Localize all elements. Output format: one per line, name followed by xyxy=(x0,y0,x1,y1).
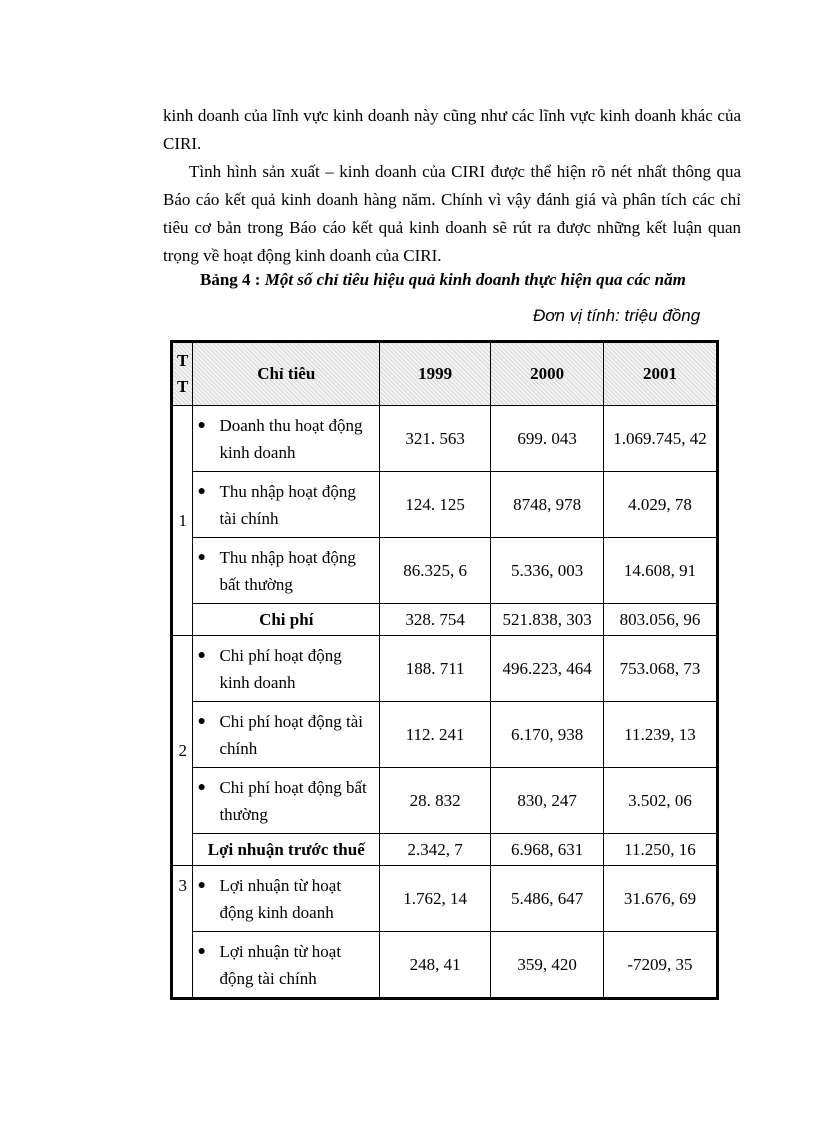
indicators-table xyxy=(170,340,719,1000)
intro-paragraph: Tình hình sản xuất – kinh doanh của CIRI được thể hiện rõ nét nhất thông qua Báo cáo kết quả kinh doanh hàng năm. Chính vì vậy đánh giá và phân tích các chỉ tiêu cơ bản trong Báo cáo kết quả kinh doanh sẽ rút ra được những kết luận quan trọng về hoạt động kinh doanh của CIRI. xyxy=(163,162,741,265)
indicator-name-bold: Lợi nhuận trước thuế xyxy=(193,834,380,866)
table-row xyxy=(172,702,718,768)
value-2001: 31.676, 69 xyxy=(603,866,717,932)
value-1999: 124. 125 xyxy=(380,472,491,538)
group-number: 2 xyxy=(172,636,193,866)
value-2000: 8748, 978 xyxy=(491,472,604,538)
indicator-cell xyxy=(193,702,380,768)
bullet-icon: ● xyxy=(197,483,206,499)
table-row xyxy=(172,636,718,702)
table-caption-title: Một số chỉ tiêu hiệu quả kinh doanh thực hiện qua các năm xyxy=(264,270,686,289)
header-2001: 2001 xyxy=(603,342,717,406)
table-caption-label: Bảng 4 xyxy=(200,270,251,289)
header-tt-line2: T xyxy=(177,377,189,396)
indicator-cell xyxy=(193,932,380,999)
table-header-row xyxy=(172,342,718,406)
table-row xyxy=(172,472,718,538)
table-row xyxy=(172,932,718,999)
table-caption xyxy=(200,270,686,290)
intro-paragraph-continuation: kinh doanh của lĩnh vực kinh doanh này cũng như các lĩnh vực kinh doanh khác của CIRI. xyxy=(163,106,741,153)
bullet-icon: ● xyxy=(197,417,206,433)
bullet-icon: ● xyxy=(197,549,206,565)
indicator-cell xyxy=(193,636,380,702)
value-2001: 803.056, 96 xyxy=(603,604,717,636)
table-row-subtotal xyxy=(172,834,718,866)
table-row-subtotal xyxy=(172,604,718,636)
value-2001: -7209, 35 xyxy=(603,932,717,999)
indicator-cell xyxy=(193,472,380,538)
table-row xyxy=(172,768,718,834)
value-2000: 521.838, 303 xyxy=(491,604,604,636)
group-number: 1 xyxy=(172,406,193,636)
value-1999: 86.325, 6 xyxy=(380,538,491,604)
group-number: 3 xyxy=(172,866,193,999)
header-2000: 2000 xyxy=(491,342,604,406)
bullet-icon: ● xyxy=(197,779,206,795)
indicator-name: Thu nhập hoạt động bất thường xyxy=(219,547,356,594)
indicator-name-bold: Chi phí xyxy=(193,604,380,636)
header-indicator: Chỉ tiêu xyxy=(193,342,380,406)
bullet-icon: ● xyxy=(197,943,206,959)
value-2000: 359, 420 xyxy=(491,932,604,999)
value-2000: 6.170, 938 xyxy=(491,702,604,768)
table-row xyxy=(172,406,718,472)
value-1999: 248, 41 xyxy=(380,932,491,999)
value-1999: 112. 241 xyxy=(380,702,491,768)
indicator-name: Chi phí hoạt động kinh doanh xyxy=(219,645,342,692)
indicator-cell xyxy=(193,768,380,834)
bullet-icon: ● xyxy=(197,647,206,663)
indicator-name: Lợi nhuận từ hoạt động kinh doanh xyxy=(219,875,342,922)
indicator-name: Chi phí hoạt động tài chính xyxy=(219,711,363,758)
table-row xyxy=(172,866,718,932)
header-1999: 1999 xyxy=(380,342,491,406)
value-2000: 830, 247 xyxy=(491,768,604,834)
value-1999: 188. 711 xyxy=(380,636,491,702)
value-2001: 4.029, 78 xyxy=(603,472,717,538)
unit-note: Đơn vị tính: triệu đồng xyxy=(533,306,701,325)
value-1999: 321. 563 xyxy=(380,406,491,472)
value-2001: 11.250, 16 xyxy=(603,834,717,866)
value-2001: 11.239, 13 xyxy=(603,702,717,768)
value-1999: 328. 754 xyxy=(380,604,491,636)
indicator-cell xyxy=(193,406,380,472)
table-row xyxy=(172,538,718,604)
value-2001: 1.069.745, 42 xyxy=(603,406,717,472)
indicator-name: Chi phí hoạt động bất thường xyxy=(219,777,367,824)
bullet-icon: ● xyxy=(197,713,206,729)
indicator-name: Doanh thu hoạt động kinh doanh xyxy=(219,415,363,462)
value-2001: 14.608, 91 xyxy=(603,538,717,604)
header-tt xyxy=(172,342,193,406)
table-caption-separator: : xyxy=(254,270,261,289)
indicator-name: Thu nhập hoạt động tài chính xyxy=(219,481,356,528)
indicator-cell xyxy=(193,538,380,604)
value-1999: 28. 832 xyxy=(380,768,491,834)
indicator-cell xyxy=(193,866,380,932)
bullet-icon: ● xyxy=(197,877,206,893)
value-1999: 2.342, 7 xyxy=(380,834,491,866)
value-1999: 1.762, 14 xyxy=(380,866,491,932)
value-2000: 5.336, 003 xyxy=(491,538,604,604)
value-2001: 3.502, 06 xyxy=(603,768,717,834)
value-2000: 5.486, 647 xyxy=(491,866,604,932)
value-2001: 753.068, 73 xyxy=(603,636,717,702)
header-tt-line1: T xyxy=(177,351,189,370)
value-2000: 699. 043 xyxy=(491,406,604,472)
value-2000: 496.223, 464 xyxy=(491,636,604,702)
indicator-name: Lợi nhuận từ hoạt động tài chính xyxy=(219,941,342,988)
value-2000: 6.968, 631 xyxy=(491,834,604,866)
